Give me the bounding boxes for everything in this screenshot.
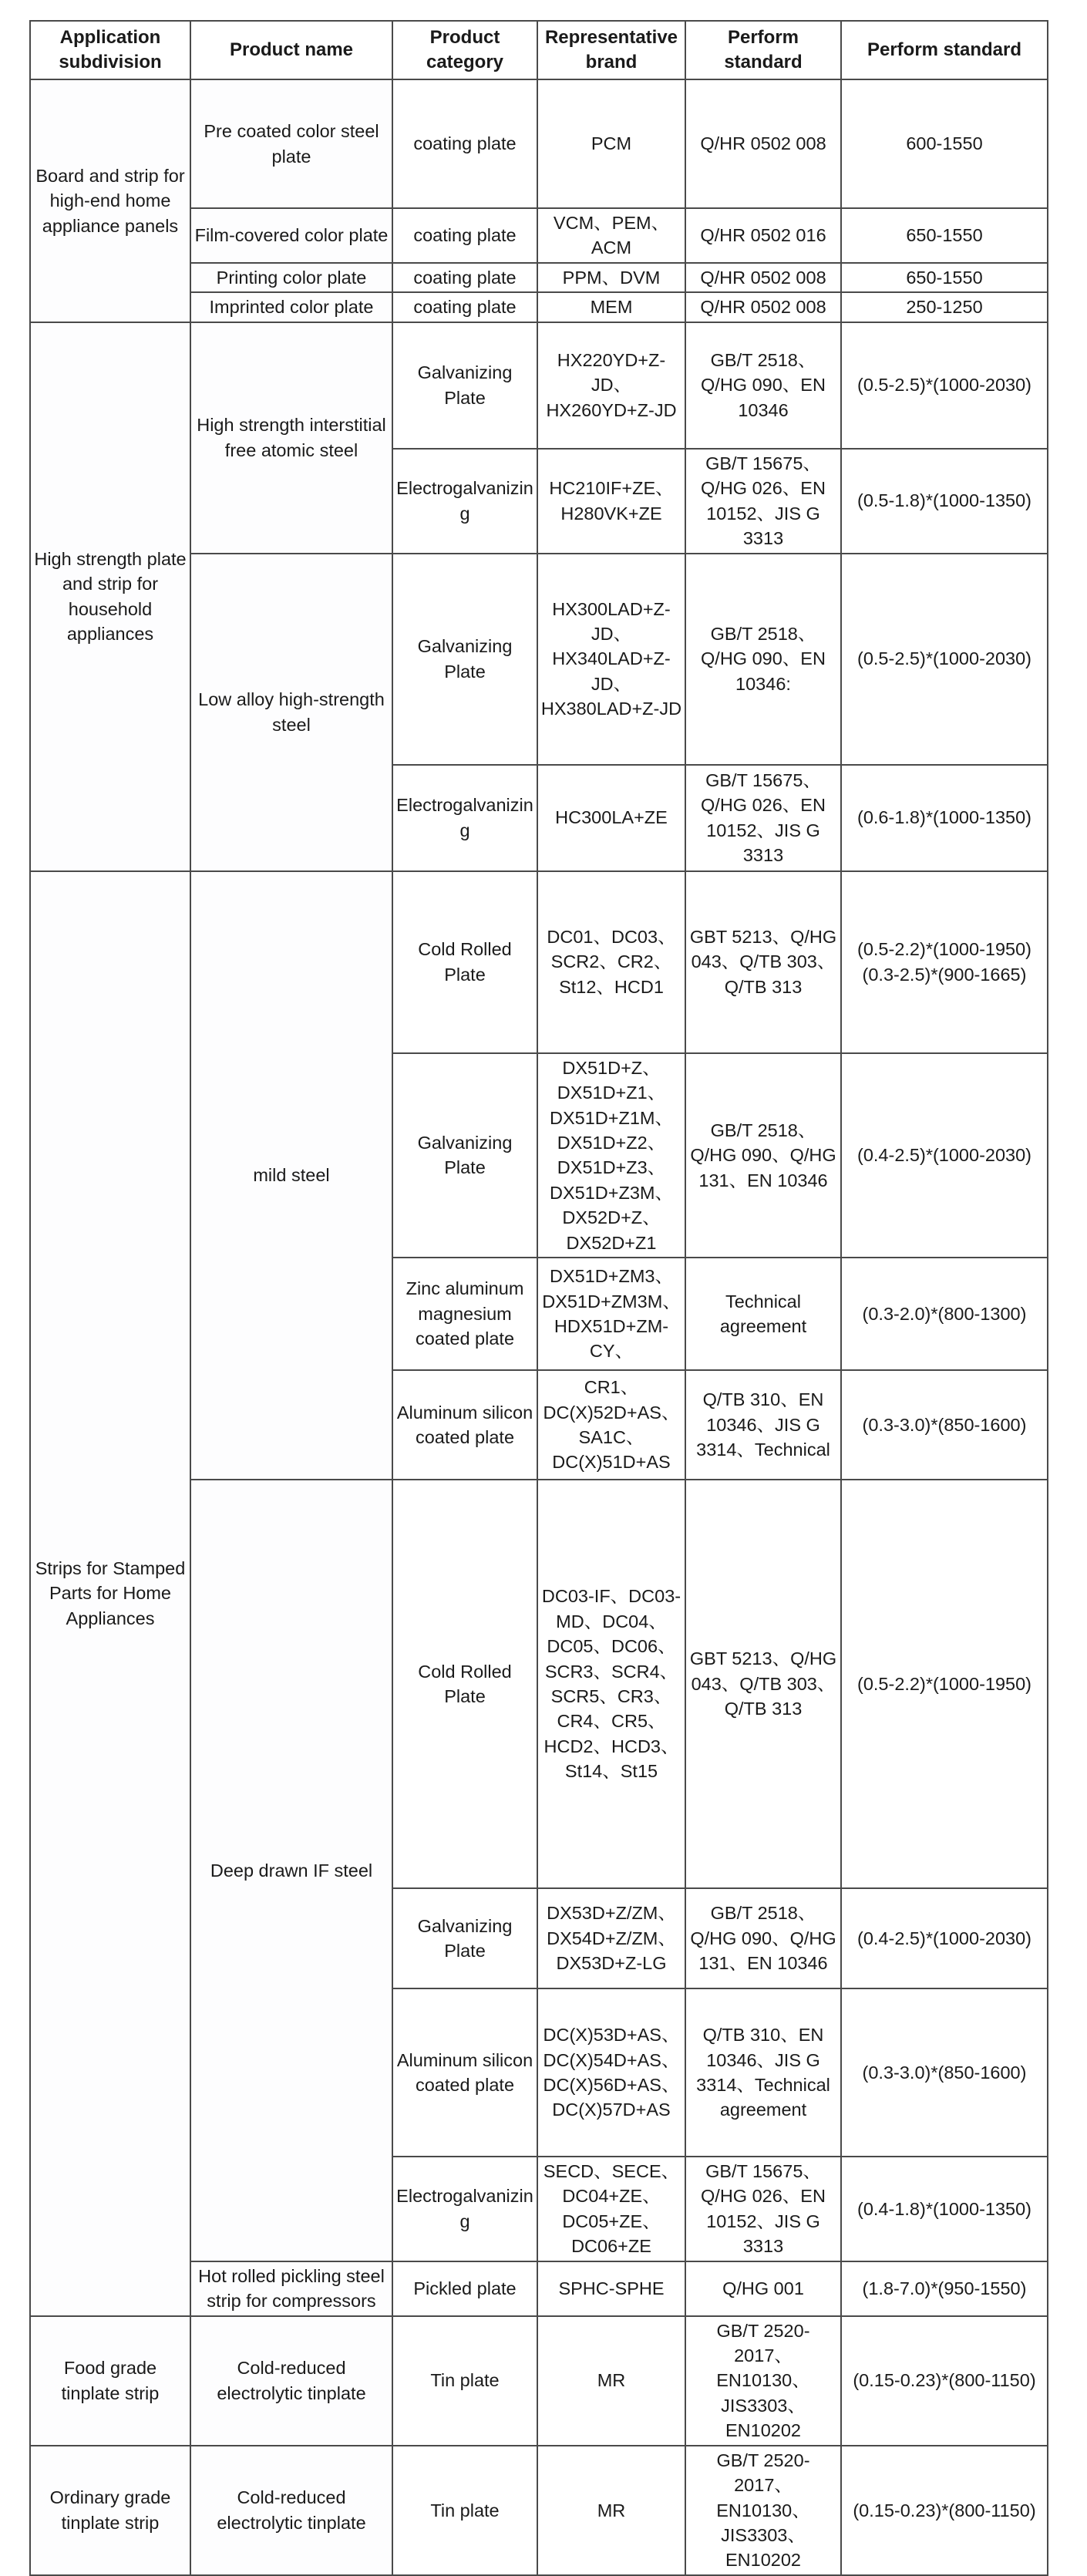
spec-range-cell: (0.5-2.2)*(1000-1950) bbox=[841, 1480, 1048, 1888]
spec-range-cell: (0.3-3.0)*(850-1600) bbox=[841, 1988, 1048, 2157]
representative-brand-cell: MR bbox=[537, 2316, 685, 2446]
application-subdivision-cell: Food grade tinplate strip bbox=[30, 2316, 190, 2446]
spec-range-cell: (0.4-2.5)*(1000-2030) bbox=[841, 1053, 1048, 1258]
representative-brand-cell: DC01、DC03、SCR2、CR2、St12、HCD1 bbox=[537, 871, 685, 1053]
representative-brand-cell: DX51D+Z、DX51D+Z1、DX51D+Z1M、DX51D+Z2、DX51D+Z3、DX51D+Z3M、DX52D+Z、DX52D+Z1 bbox=[537, 1053, 685, 1258]
product-name-cell: Deep drawn IF steel bbox=[190, 1480, 392, 2261]
spec-range-cell: (0.4-2.5)*(1000-2030) bbox=[841, 1888, 1048, 1988]
product-category-cell: Aluminum silicon coated plate bbox=[392, 1988, 537, 2157]
spec-range-cell: (0.15-0.23)*(800-1150) bbox=[841, 2316, 1048, 2446]
perform-standard-cell: GB/T 2518、Q/HG 090、EN 10346: bbox=[685, 554, 841, 765]
application-subdivision-cell: Board and strip for high-end home appliance panels bbox=[30, 79, 190, 322]
product-name-cell: Cold-reduced electrolytic tinplate bbox=[190, 2446, 392, 2575]
representative-brand-cell: CR1、DC(X)52D+AS、SA1C、DC(X)51D+AS bbox=[537, 1370, 685, 1480]
product-category-cell: Aluminum silicon coated plate bbox=[392, 1370, 537, 1480]
product-category-cell: Galvanizing Plate bbox=[392, 322, 537, 449]
product-name-cell: Imprinted color plate bbox=[190, 292, 392, 322]
perform-standard-cell: Q/TB 310、EN 10346、JIS G 3314、Technical agreement bbox=[685, 1988, 841, 2157]
representative-brand-cell: HX300LAD+Z-JD、HX340LAD+Z-JD、HX380LAD+Z-JD bbox=[537, 554, 685, 765]
perform-standard-cell: GB/T 2518、Q/HG 090、Q/HG 131、EN 10346 bbox=[685, 1888, 841, 1988]
representative-brand-cell: HC210IF+ZE、H280VK+ZE bbox=[537, 449, 685, 554]
product-category-cell: coating plate bbox=[392, 208, 537, 263]
spec-range-cell: (0.5-2.5)*(1000-2030) bbox=[841, 554, 1048, 765]
spec-range-cell: (0.3-2.0)*(800-1300) bbox=[841, 1258, 1048, 1370]
product-category-cell: coating plate bbox=[392, 292, 537, 322]
product-standards-table bbox=[29, 20, 1048, 2576]
table-row bbox=[30, 871, 1048, 1053]
perform-standard-cell: Q/TB 310、EN 10346、JIS G 3314、Technical bbox=[685, 1370, 841, 1480]
representative-brand-cell: SECD、SECE、DC04+ZE、DC05+ZE、DC06+ZE bbox=[537, 2157, 685, 2261]
spec-range-cell: (0.15-0.23)*(800-1150) bbox=[841, 2446, 1048, 2575]
spec-range-cell: (0.3-3.0)*(850-1600) bbox=[841, 1370, 1048, 1480]
header-product-category: Product category bbox=[392, 21, 537, 79]
perform-standard-cell: GB/T 2520-2017、EN10130、JIS3303、EN10202 bbox=[685, 2446, 841, 2575]
perform-standard-cell: GB/T 15675、Q/HG 026、EN 10152、JIS G 3313 bbox=[685, 2157, 841, 2261]
table-row bbox=[30, 2316, 1048, 2446]
product-category-cell: Pickled plate bbox=[392, 2261, 537, 2316]
application-subdivision-cell: High strength plate and strip for household appliances bbox=[30, 322, 190, 871]
table-row bbox=[30, 79, 1048, 208]
product-name-cell: Low alloy high-strength steel bbox=[190, 554, 392, 871]
representative-brand-cell: SPHC-SPHE bbox=[537, 2261, 685, 2316]
perform-standard-cell: GB/T 2518、Q/HG 090、EN 10346 bbox=[685, 322, 841, 449]
product-category-cell: Cold Rolled Plate bbox=[392, 871, 537, 1053]
header-representative-brand: Representative brand bbox=[537, 21, 685, 79]
spec-range-cell: 250-1250 bbox=[841, 292, 1048, 322]
representative-brand-cell: DC03-IF、DC03-MD、DC04、DC05、DC06、SCR3、SCR4、SCR5、CR3、CR4、CR5、HCD2、HCD3、St14、St15 bbox=[537, 1480, 685, 1888]
spec-range-cell: (1.8-7.0)*(950-1550) bbox=[841, 2261, 1048, 2316]
application-subdivision-cell: Ordinary grade tinplate strip bbox=[30, 2446, 190, 2575]
representative-brand-cell: DX53D+Z/ZM、DX54D+Z/ZM、DX53D+Z-LG bbox=[537, 1888, 685, 1988]
representative-brand-cell: DC(X)53D+AS、DC(X)54D+AS、DC(X)56D+AS、DC(X)57D+AS bbox=[537, 1988, 685, 2157]
representative-brand-cell: DX51D+ZM3、DX51D+ZM3M、HDX51D+ZM-CY、 bbox=[537, 1258, 685, 1370]
perform-standard-cell: Q/HR 0502 008 bbox=[685, 263, 841, 292]
product-category-cell: Cold Rolled Plate bbox=[392, 1480, 537, 1888]
table-row bbox=[30, 322, 1048, 449]
perform-standard-cell: Q/HR 0502 016 bbox=[685, 208, 841, 263]
product-name-cell: Printing color plate bbox=[190, 263, 392, 292]
product-category-cell: Galvanizing Plate bbox=[392, 1888, 537, 1988]
spec-range-cell: (0.4-1.8)*(1000-1350) bbox=[841, 2157, 1048, 2261]
perform-standard-cell: GB/T 2520-2017、EN10130、JIS3303、EN10202 bbox=[685, 2316, 841, 2446]
perform-standard-cell: GB/T 15675、Q/HG 026、EN 10152、JIS G 3313 bbox=[685, 765, 841, 871]
table-body bbox=[30, 79, 1048, 2575]
spec-range-cell: (0.5-2.5)*(1000-2030) bbox=[841, 322, 1048, 449]
product-category-cell: Electrogalvanizing bbox=[392, 765, 537, 871]
product-category-cell: Galvanizing Plate bbox=[392, 1053, 537, 1258]
product-category-cell: Galvanizing Plate bbox=[392, 554, 537, 765]
spec-range-cell: 600-1550 bbox=[841, 79, 1048, 208]
product-category-cell: Tin plate bbox=[392, 2446, 537, 2575]
product-name-cell: High strength interstitial free atomic steel bbox=[190, 322, 392, 554]
header-product-name: Product name bbox=[190, 21, 392, 79]
product-category-cell: Electrogalvanizing bbox=[392, 449, 537, 554]
perform-standard-cell: GBT 5213、Q/HG 043、Q/TB 303、Q/TB 313 bbox=[685, 1480, 841, 1888]
representative-brand-cell: PPM、DVM bbox=[537, 263, 685, 292]
representative-brand-cell: HC300LA+ZE bbox=[537, 765, 685, 871]
product-category-cell: Electrogalvanizing bbox=[392, 2157, 537, 2261]
spec-range-cell: 650-1550 bbox=[841, 208, 1048, 263]
representative-brand-cell: HX220YD+Z-JD、HX260YD+Z-JD bbox=[537, 322, 685, 449]
product-category-cell: Tin plate bbox=[392, 2316, 537, 2446]
perform-standard-cell: Q/HR 0502 008 bbox=[685, 292, 841, 322]
product-name-cell: mild steel bbox=[190, 871, 392, 1480]
product-name-cell: Pre coated color steel plate bbox=[190, 79, 392, 208]
product-name-cell: Cold-reduced electrolytic tinplate bbox=[190, 2316, 392, 2446]
perform-standard-cell: GB/T 15675、Q/HG 026、EN 10152、JIS G 3313 bbox=[685, 449, 841, 554]
product-name-cell: Film-covered color plate bbox=[190, 208, 392, 263]
representative-brand-cell: MEM bbox=[537, 292, 685, 322]
product-name-cell: Hot rolled pickling steel strip for compressors bbox=[190, 2261, 392, 2316]
header-row bbox=[30, 21, 1048, 79]
perform-standard-cell: Technical agreement bbox=[685, 1258, 841, 1370]
perform-standard-cell: GB/T 2518、Q/HG 090、Q/HG 131、EN 10346 bbox=[685, 1053, 841, 1258]
spec-range-cell: 650-1550 bbox=[841, 263, 1048, 292]
representative-brand-cell: PCM bbox=[537, 79, 685, 208]
table-row bbox=[30, 2446, 1048, 2575]
header-perform-standard-spec: Perform standard bbox=[841, 21, 1048, 79]
header-application-subdivision: Application subdivision bbox=[30, 21, 190, 79]
spec-range-cell: (0.6-1.8)*(1000-1350) bbox=[841, 765, 1048, 871]
product-category-cell: coating plate bbox=[392, 263, 537, 292]
product-category-cell: Zinc aluminum magnesium coated plate bbox=[392, 1258, 537, 1370]
perform-standard-cell: Q/HR 0502 008 bbox=[685, 79, 841, 208]
application-subdivision-cell: Strips for Stamped Parts for Home Appliances bbox=[30, 871, 190, 2316]
perform-standard-cell: GBT 5213、Q/HG 043、Q/TB 303、Q/TB 313 bbox=[685, 871, 841, 1053]
representative-brand-cell: MR bbox=[537, 2446, 685, 2575]
spec-range-cell: (0.5-2.2)*(1000-1950) (0.3-2.5)*(900-1665) bbox=[841, 871, 1048, 1053]
spec-range-cell: (0.5-1.8)*(1000-1350) bbox=[841, 449, 1048, 554]
product-category-cell: coating plate bbox=[392, 79, 537, 208]
representative-brand-cell: VCM、PEM、ACM bbox=[537, 208, 685, 263]
perform-standard-cell: Q/HG 001 bbox=[685, 2261, 841, 2316]
header-perform-standard: Perform standard bbox=[685, 21, 841, 79]
